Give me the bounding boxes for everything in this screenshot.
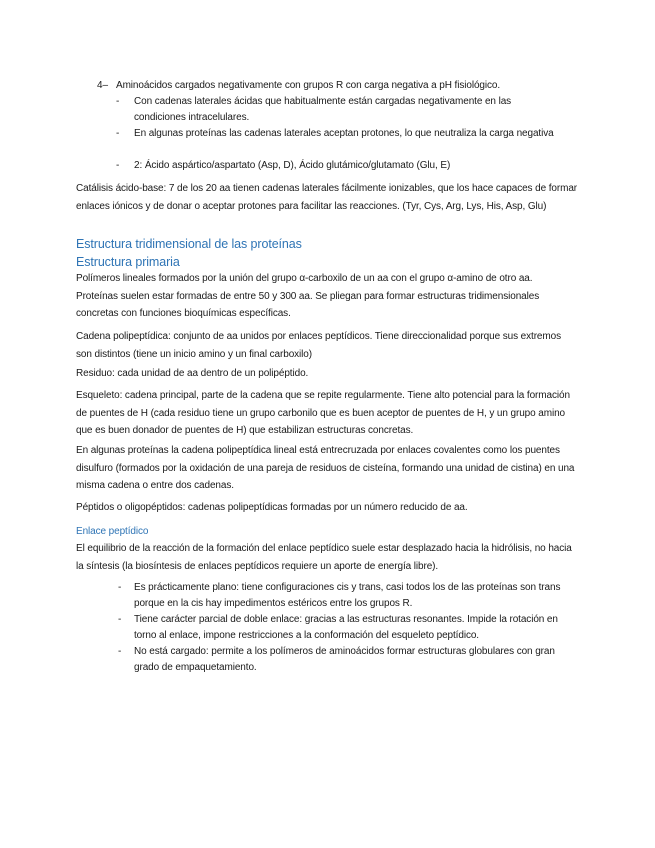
dash-bullet: -	[118, 614, 122, 625]
bullet-item	[118, 644, 578, 676]
sub-item-text: Con cadenas laterales ácidas que habitualmente están cargadas negativamente en las condiciones intracelulares.	[134, 96, 512, 123]
dash-bullet: -	[116, 160, 120, 171]
paragraph-peptidos: Péptidos o oligopéptidos: cadenas polipeptídicas formadas por un número reducido de aa.	[76, 502, 468, 513]
list-item-text: Aminoácidos cargados negativamente con grupos R con carga negativa a pH fisiológico.	[116, 80, 501, 91]
paragraph-polimeros: Polímeros lineales formados por la unión del grupo α-carboxilo de un aa con el grupo α-amino de otro aa. Proteínas suelen estar formadas de entre 50 y 300 aa. Se pliegan para formar estructuras tridimensionales concretas con funciones bioquímicas específicas.	[76, 273, 540, 319]
bullet-text: No está cargado: permite a los polímeros de aminoácidos formar estructuras globulares con gran grado de empaquetamiento.	[134, 646, 555, 673]
heading-estructura-primaria: Estructura primaria	[76, 255, 180, 269]
paragraph-residuo: Residuo: cada unidad de aa dentro de un polipéptido.	[76, 368, 309, 379]
heading-enlace-peptidico: Enlace peptídico	[76, 526, 149, 537]
sub-item-text: 2: Ácido aspártico/aspartato (Asp, D), Ácido glutámico/glutamato (Glu, E)	[134, 160, 451, 171]
bullet-item	[118, 580, 578, 612]
list-item-4	[97, 78, 617, 94]
sub-item	[116, 158, 560, 174]
bullet-text: Tiene carácter parcial de doble enlace: gracias a las estructuras resonantes. Impide la rotación en torno al enlace, impone restricciones a la conformación del esqueleto peptídico.	[134, 614, 558, 641]
dash-bullet: -	[116, 96, 120, 107]
list-number: 4–	[97, 80, 108, 91]
dash-bullet: -	[118, 646, 122, 657]
dash-bullet: -	[118, 582, 122, 593]
heading-estructura-tridimensional: Estructura tridimensional de las proteínas	[76, 237, 302, 251]
paragraph-entrecruzada: En algunas proteínas la cadena polipeptídica lineal está entrecruzada por enlaces covalentes como los puentes disulfuro (formados por la oxidación de una pareja de residuos de cisteína, formando una unidad de cistina) en una misma cadena o entre dos cadenas.	[76, 445, 575, 491]
sub-item	[116, 94, 560, 126]
sub-item	[116, 126, 560, 142]
bullet-item	[118, 612, 578, 644]
sub-item-text: En algunas proteínas las cadenas laterales aceptan protones, lo que neutraliza la carga negativa	[134, 128, 554, 139]
paragraph-equilibrio: El equilibrio de la reacción de la formación del enlace peptídico suele estar desplazado hacia la hidrólisis, no hacia la síntesis (la biosíntesis de enlaces peptídicos requiere un aporte de energía libre).	[76, 543, 572, 572]
paragraph-catalisis: Catálisis ácido-base: 7 de los 20 aa tienen cadenas laterales fácilmente ionizables, que los hace capaces de formar enlaces iónicos y de donar o aceptar protones para facilitar las reacciones. (Tyr, Cys, Arg, Lys, His, Asp, Glu)	[76, 183, 578, 212]
paragraph-cadena: Cadena polipeptídica: conjunto de aa unidos por enlaces peptídicos. Tiene direccionalidad porque sus extremos son distintos (tiene un inicio amino y un final carboxilo)	[76, 331, 561, 360]
dash-bullet: -	[116, 128, 120, 139]
bullet-text: Es prácticamente plano: tiene configuraciones cis y trans, casi todos los de las proteínas son trans porque en la cis hay impedimentos estéricos entre los grupos R.	[134, 582, 561, 609]
paragraph-esqueleto: Esqueleto: cadena principal, parte de la cadena que se repite regularmente. Tiene alto potencial para la formación de puentes de H (cada residuo tiene un grupo carbonilo que es buen aceptor de puentes de H, y un grupo amino que es buen donador de puentes de H) que estabilizan estructuras concretas.	[76, 390, 570, 436]
